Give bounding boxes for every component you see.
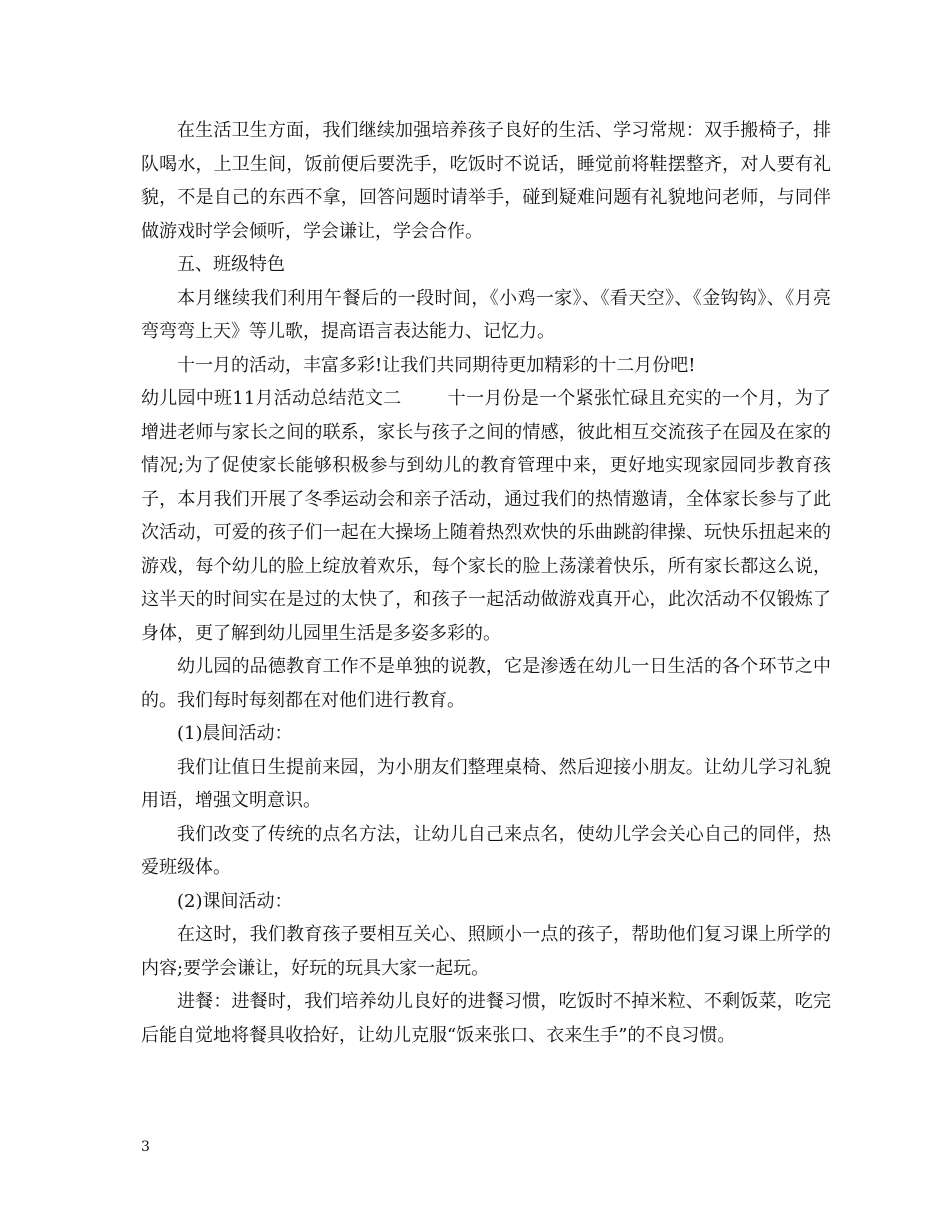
paragraph-care-others: 在这时，我们教育孩子要相互关心、照顾小一点的孩子，帮助他们复习课上所学的内容;要学会谦让，好玩的玩具大家一起玩。	[141, 924, 831, 979]
paragraph-duty-students: 我们让值日生提前来园，为小朋友们整理桌椅、然后迎接小朋友。让幼儿学习礼貌用语，增强文明意识。	[141, 756, 831, 811]
paragraph-section-two	[141, 382, 831, 650]
heading-break-activity: (2)课间活动：	[177, 890, 293, 912]
paragraph-moral-education: 幼儿园的品德教育工作不是单独的说教，它是渗透在幼儿一日生活的各个环节之中的。我们每时每刻都在对他们进行教育。	[141, 656, 831, 711]
paragraph-meal-habits: 进餐：进餐时，我们培养幼儿良好的进餐习惯，吃饭时不掉米粒、不剩饭菜，吃完后能自觉地将餐具收拾好，让幼儿克服“饭来张口、衣来生手”的不良习惯。	[141, 991, 831, 1046]
heading-morning-activity: (1)晨间活动：	[177, 723, 293, 744]
paragraph-roll-call: 我们改变了传统的点名方法，让幼儿自己来点名，使幼儿学会关心自己的同伴，热爱班级体。	[141, 823, 831, 878]
paragraph-nursery-rhymes: 本月继续我们利用午餐后的一段时间，《小鸡一家》、《看天空》、《金钩钩》、《月亮弯弯弯上天》等儿歌，提高语言表达能力、记忆力。	[141, 287, 831, 342]
heading-class-features: 五、班级特色	[177, 254, 285, 275]
paragraph-hygiene: 在生活卫生方面，我们继续加强培养孩子良好的生活、学习常规：双手搬椅子，排队喝水，上卫生间，饭前便后要洗手，吃饭时不说话，睡觉前将鞋摆整齐，对人要有礼貌，不是自己的东西不拿，回答问题时请举手，碰到疑难问题有礼貌地问老师，与同伴做游戏时学会倾听，学会谦让，学会合作。	[141, 120, 831, 242]
document-page	[141, 114, 831, 1052]
section-title: 幼儿园中班11月活动总结范文二	[141, 388, 402, 409]
paragraph-november-summary: 十一月的活动，丰富多彩!让我们共同期待更加精彩的十二月份吧!	[177, 354, 696, 376]
section-intro: 十一月份是一个紧张忙碌且充实的一个月，为了增进老师与家长之间的联系，家长与孩子之间的情感，彼此相互交流孩子在园及在家的情况;为了促使家长能够积极参与到幼儿的教育管理中来，更好地实现家园同步教育孩子，本月我们开展了冬季运动会和亲子活动，通过我们的热情邀请，全体家长参与了此次活动，可爱的孩子们一起在大操场上随着热烈欢快的乐曲跳韵律操、玩快乐扭起来的游戏，每个幼儿的脸上绽放着欢乐，每个家长的脸上荡漾着快乐，所有家长都这么说，这半天的时间实在是过的太快了，和孩子一起活动做游戏真开心，此次活动不仅锻炼了身体，更了解到幼儿园里生活是多姿多彩的。	[141, 388, 832, 644]
page-number: 3	[141, 1139, 150, 1155]
